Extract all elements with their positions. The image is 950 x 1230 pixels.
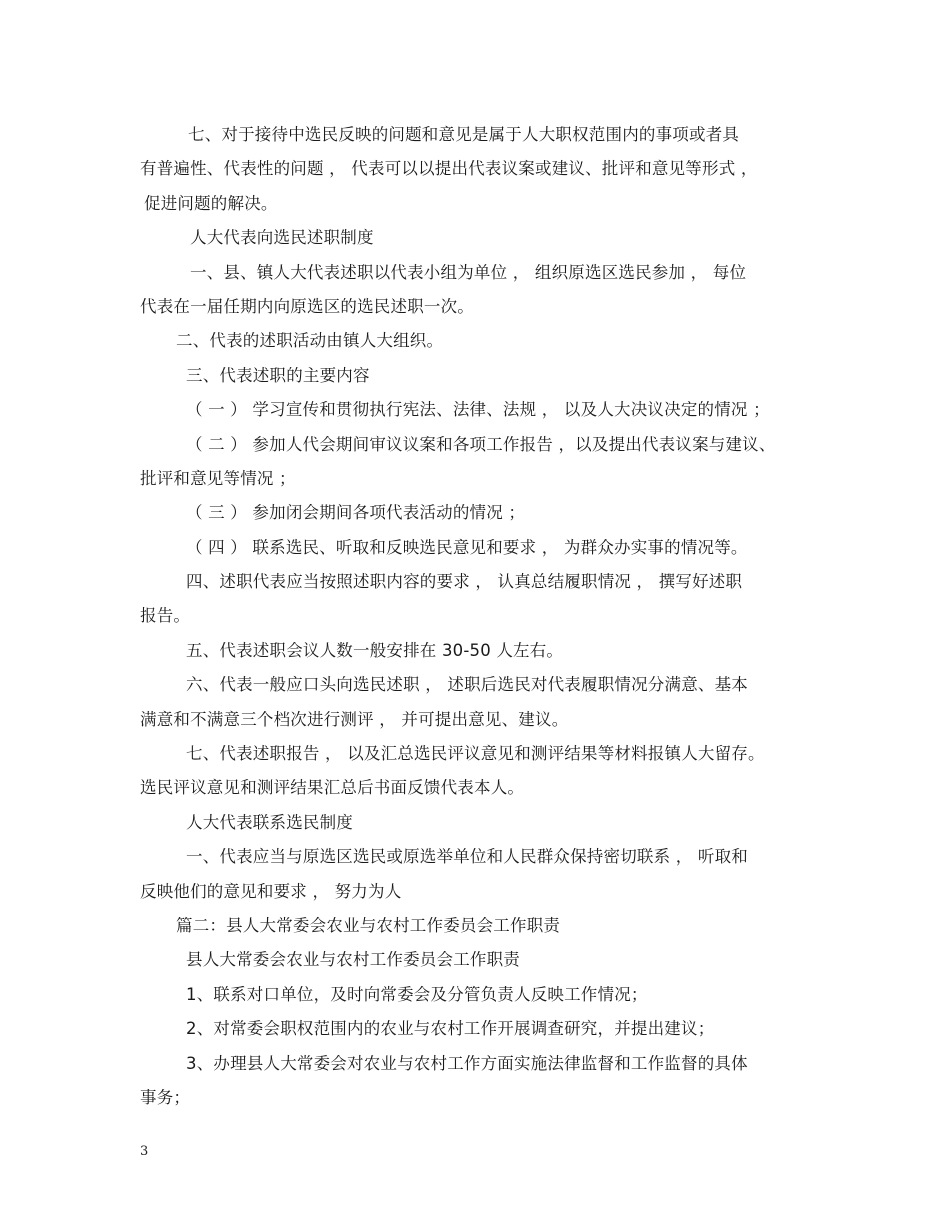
list-item-line	[140, 393, 830, 427]
page-number: 3	[140, 1144, 149, 1159]
line-text: 篇二：县人大常委会农业与农村工作委员会工作职责	[176, 915, 561, 935]
paragraph-line	[140, 771, 830, 805]
list-item-line	[140, 1012, 830, 1046]
line-text: 报告。	[140, 606, 191, 626]
list-item-line	[140, 978, 830, 1012]
line-text: （ 二 ） 参加人代会期间审议议案和各项工作报告 ，以及提出代表议案与建议、	[186, 434, 776, 454]
line-text: 七、对于接待中选民反映的问题和意见是属于人大职权范围内的事项或者具	[188, 125, 740, 144]
line-text: 代表在一届任期内向原选区的选民述职一次。	[140, 296, 474, 316]
line-text: 3、办理县人大常委会对农业与农村工作方面实施法律监督和工作监督的具体	[186, 1053, 748, 1073]
line-text: 批评和意见等情况 ；	[140, 468, 296, 488]
paragraph-line	[140, 634, 830, 668]
section-heading	[140, 806, 830, 840]
line-text: 有普遍性、代表性的问题 ， 代表可以以提出代表议案或建议、批评和意见等形式 ，	[140, 159, 758, 179]
line-text: 四、述职代表应当按照述职内容的要求 ， 认真总结履职情况 ， 撰写好述职	[186, 572, 743, 592]
line-text: 促进问题的解决。	[144, 193, 278, 213]
line-text: 二、代表的述职活动由镇人大组织。	[176, 331, 444, 351]
line-text: 满意和不满意三个档次进行测评 ， 并可提出意见、建议。	[140, 709, 569, 729]
paragraph-line	[140, 703, 830, 737]
list-item-line	[140, 531, 830, 565]
paragraph-line	[140, 359, 830, 393]
paragraph-line	[140, 668, 830, 702]
document-body	[140, 118, 830, 1115]
paragraph-line	[140, 256, 830, 290]
list-item-line	[140, 1081, 830, 1115]
line-text: 人大代表向选民述职制度	[190, 228, 374, 248]
list-item-line	[140, 496, 830, 530]
line-text: 2、对常委会职权范围内的农业与农村工作开展调查研究，并提出建议；	[186, 1019, 715, 1039]
line-text: 一、县、镇人大代表述职以代表小组为单位 ， 组织原选区选民参加 ， 每位	[190, 262, 747, 282]
line-text: 县人大常委会农业与农村工作委员会工作职责	[186, 950, 520, 970]
line-text: 1、联系对口单位，及时向常委会及分管负责人反映工作情况；	[186, 984, 648, 1004]
paragraph-line	[140, 875, 830, 909]
list-item-line	[140, 1047, 830, 1081]
paragraph-line	[140, 565, 830, 599]
section-heading	[140, 909, 830, 943]
paragraph-line	[140, 187, 830, 221]
line-text: 一、代表应当与原选区选民或原选举单位和人民群众保持密切联系 ， 听取和	[186, 847, 748, 867]
line-text: 事务；	[140, 1087, 191, 1107]
line-text: 人大代表联系选民制度	[186, 812, 353, 832]
line-text: （ 四 ） 联系选民、听取和反映选民意见和要求 ， 为群众办实事的情况等。	[186, 537, 748, 557]
paragraph-line	[140, 324, 830, 358]
line-text: （ 一 ） 学习宣传和贯彻执行宪法、法律、法规 ， 以及人大决议决定的情况 ；	[186, 400, 770, 420]
section-heading	[140, 943, 830, 977]
line-text: 选民评议意见和测评结果汇总后书面反馈代表本人。	[140, 778, 525, 798]
line-text: 五、代表述职会议人数一般安排在 30-50 人左右。	[186, 640, 564, 660]
paragraph-line	[140, 152, 830, 186]
paragraph-line	[140, 290, 830, 324]
line-text: 七、代表述职报告 ， 以及汇总选民评议意见和测评结果等材料报镇人大留存。	[186, 744, 765, 764]
line-text: 六、代表一般应口头向选民述职 ， 述职后选民对代表履职情况分满意、基本	[186, 675, 748, 695]
line-text: 三、代表述职的主要内容	[186, 365, 370, 385]
paragraph-line	[140, 118, 830, 152]
paragraph-line	[140, 840, 830, 874]
line-text: （ 三 ） 参加闭会期间各项代表活动的情况 ；	[186, 503, 526, 523]
list-item-line	[140, 428, 830, 462]
section-heading	[140, 221, 830, 255]
paragraph-line	[140, 737, 830, 771]
paragraph-line	[140, 599, 830, 633]
list-item-line	[140, 462, 830, 496]
line-text: 反映他们的意见和要求 ， 努力为人	[140, 881, 402, 901]
